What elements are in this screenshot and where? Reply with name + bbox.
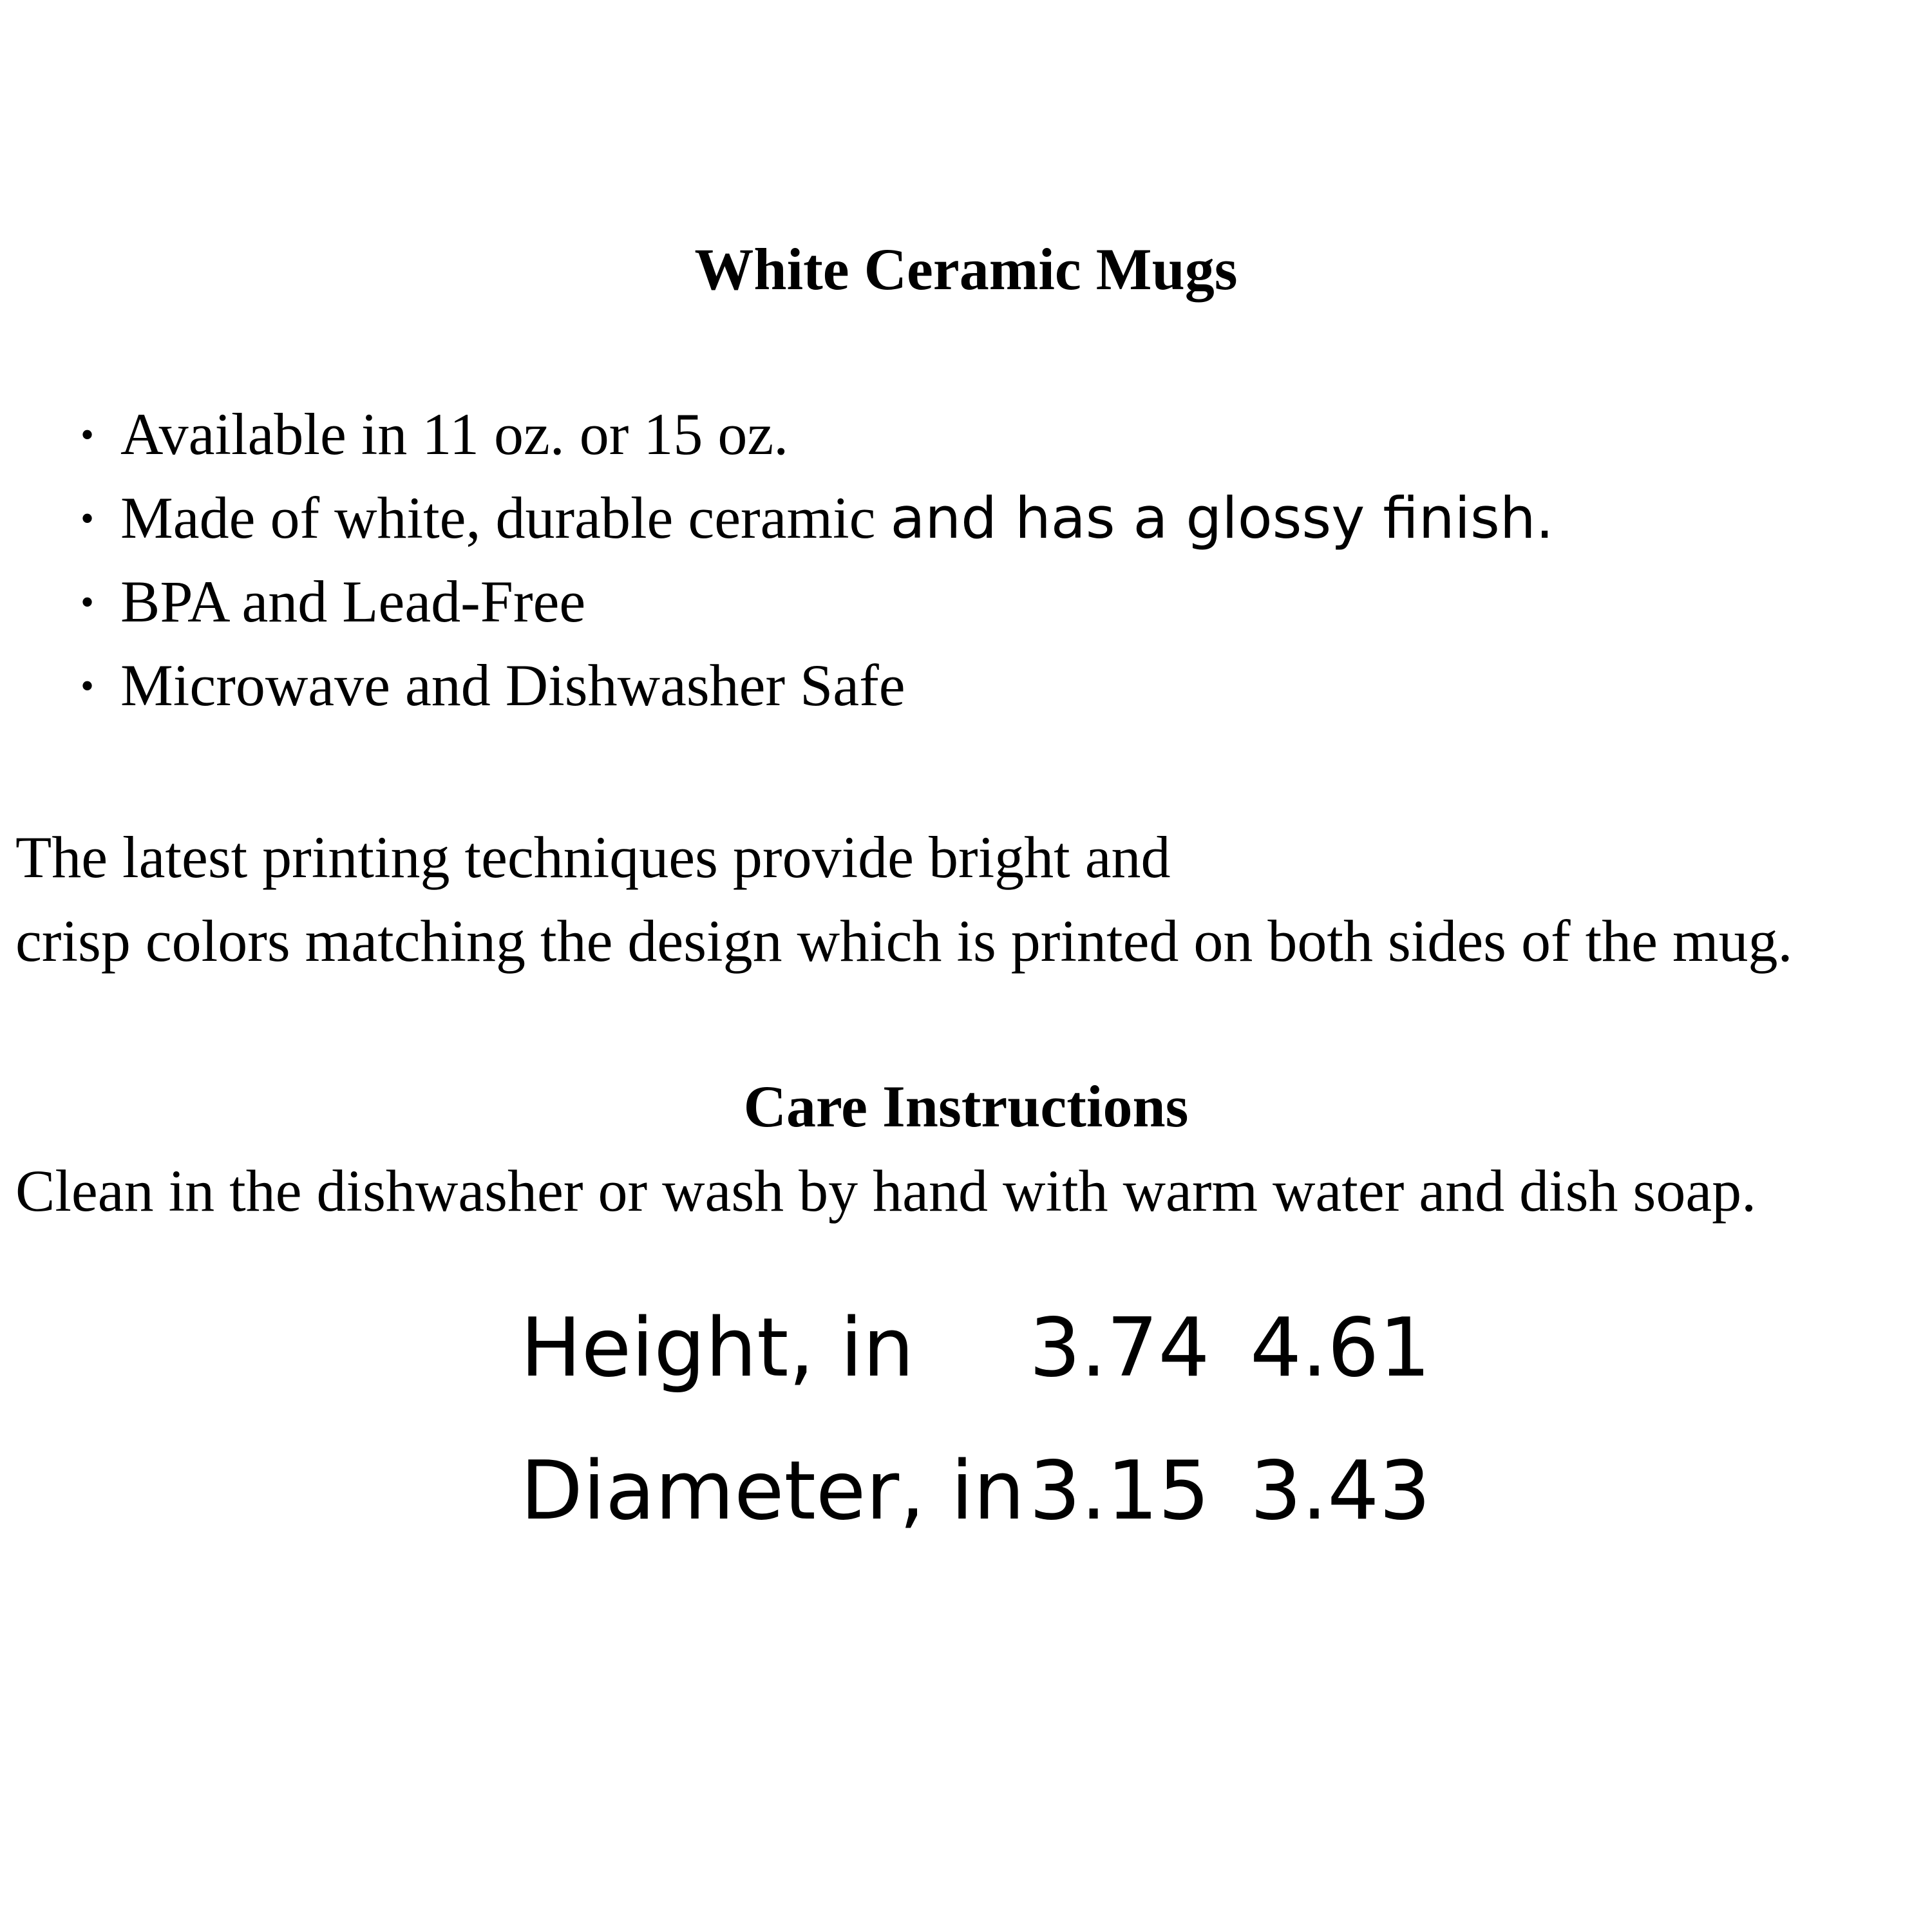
dimension-label: Diameter, in bbox=[520, 1443, 1025, 1538]
feature-text: Microwave and Dishwasher Safe bbox=[120, 652, 905, 718]
bullet-icon: • bbox=[80, 581, 95, 623]
care-heading: Care Instructions bbox=[743, 1074, 1189, 1139]
list-item bbox=[80, 569, 1554, 656]
dimension-label: Height, in bbox=[520, 1300, 914, 1395]
dimension-value-15oz: 4.61 bbox=[1250, 1300, 1431, 1395]
bullet-icon: • bbox=[80, 665, 95, 707]
feature-text: BPA and Lead-Free bbox=[120, 569, 586, 634]
dimension-value-11oz: 3.74 bbox=[1029, 1300, 1210, 1395]
list-item bbox=[80, 485, 1554, 572]
description-line-2: crisp colors matching the design which is printed on both sides of the mug. bbox=[15, 908, 1793, 974]
page-title: White Ceramic Mugs bbox=[694, 236, 1238, 302]
feature-list bbox=[80, 401, 1554, 739]
list-item bbox=[80, 652, 1554, 739]
feature-text-extra: and has a glossy finish. bbox=[890, 485, 1554, 551]
description-line-1: The latest printing techniques provide bright and bbox=[15, 824, 1171, 890]
list-item bbox=[80, 401, 1554, 488]
bullet-icon: • bbox=[80, 497, 95, 540]
dimension-value-15oz: 3.43 bbox=[1250, 1443, 1431, 1538]
dimension-value-11oz: 3.15 bbox=[1029, 1443, 1210, 1538]
feature-text: Made of white, durable ceramic bbox=[120, 485, 876, 551]
care-text: Clean in the dishwasher or wash by hand with warm water and dish soap. bbox=[15, 1158, 1757, 1224]
feature-text: Available in 11 oz. or 15 oz. bbox=[120, 401, 789, 467]
bullet-icon: • bbox=[80, 413, 95, 456]
